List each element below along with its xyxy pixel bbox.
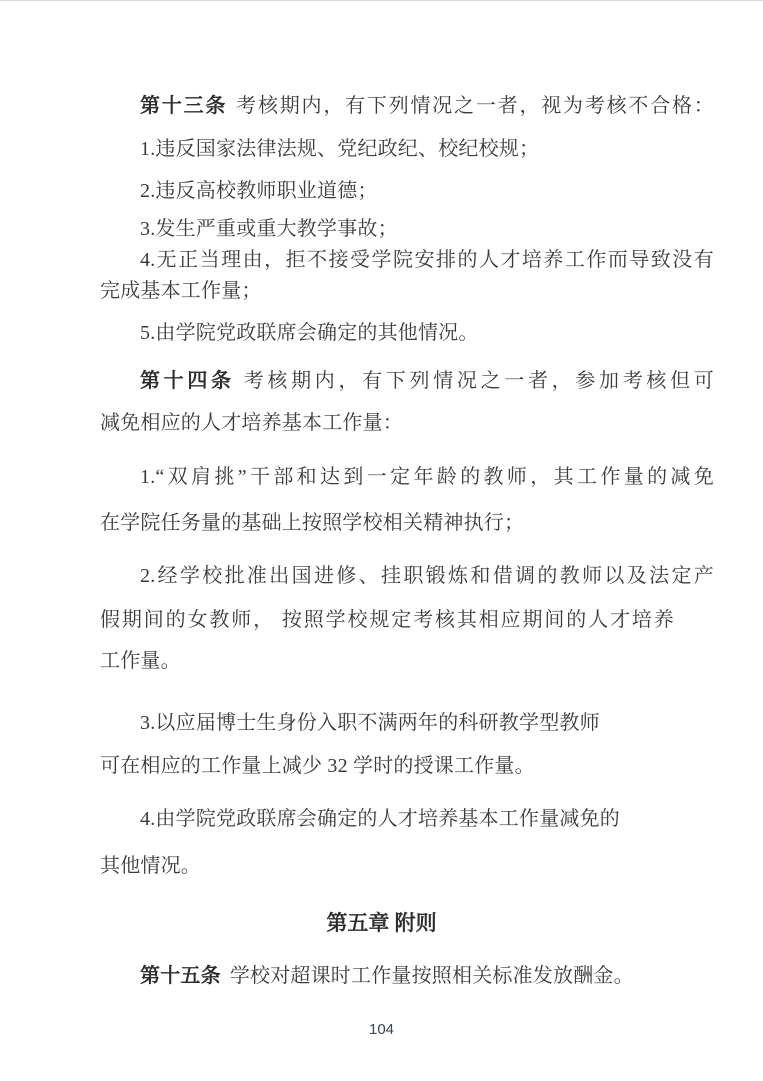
article-15-heading-line: [100, 962, 714, 990]
article-14-item-3-line-2: [100, 752, 674, 780]
article-14-number-label: 第十四条: [140, 370, 235, 392]
article-13-number-label: 第十三条: [140, 95, 228, 117]
text-line: 其他情况。: [100, 855, 201, 877]
article-14-item-1-line-1: [100, 463, 714, 491]
text-line: 减免相应的人才培养基本工作量：: [100, 412, 403, 434]
article-13-item-4-line-2: [100, 277, 674, 305]
article-14-heading-line: [100, 367, 714, 395]
article-14-item-2-line-3: [100, 647, 674, 675]
article-14-item-2-line-1: [100, 562, 714, 590]
chapter-5-heading: 第五章 附则: [326, 911, 437, 935]
text-line: 3.发生严重或重大教学事故；: [140, 218, 398, 240]
text-line: 完成基本工作量；: [100, 280, 262, 302]
article-14-intro-line-2: [100, 409, 674, 437]
text-line: 2.经学校批准出国进修、挂职锻炼和借调的教师以及法定产: [140, 565, 714, 587]
article-14-item-4-line-1: [100, 805, 714, 833]
article-14-intro-text: 考核期内，有下列情况之一者，参加考核但可: [243, 370, 714, 392]
article-13-item-4-line-1: [100, 246, 714, 274]
text-line: 假期间的女教师， 按照学校规定考核其相应期间的人才培养: [100, 609, 674, 631]
article-14-item-1-line-2: [100, 509, 674, 537]
text-line: 2.违反高校教师职业道德；: [140, 180, 378, 202]
article-13-item-1: [100, 135, 714, 163]
article-14-item-2-line-2: [100, 606, 674, 634]
article-13-item-5: [100, 319, 714, 347]
text-line: 4.无正当理由，拒不接受学院安排的人才培养工作而导致没有: [140, 249, 714, 271]
text-line: 5.由学院党政联席会确定的其他情况。: [140, 322, 479, 344]
article-13-intro-text: 考核期内，有下列情况之一者，视为考核不合格：: [236, 95, 714, 117]
text-line: 3.以应届博士生身份入职不满两年的科研教学型教师: [140, 712, 600, 734]
article-13-item-3: [100, 215, 714, 243]
text-line: 4.由学院党政联席会确定的人才培养基本工作量减免的: [140, 808, 620, 830]
text-line: 可在相应的工作量上减少 32 学时的授课工作量。: [100, 755, 535, 777]
article-13-heading-line: [100, 92, 714, 120]
article-15-text: 学校对超课时工作量按照相关标准发放酬金。: [229, 965, 634, 987]
text-line: 1.“双肩挑”干部和达到一定年龄的教师，其工作量的减免: [140, 466, 714, 488]
page-number: 104: [368, 1021, 395, 1038]
text-line: 在学院任务量的基础上按照学校相关精神执行；: [100, 512, 525, 534]
article-15-number-label: 第十五条: [140, 965, 221, 987]
article-14-item-4-line-2: [100, 852, 674, 880]
article-13-item-2: [100, 177, 714, 205]
article-14-item-3-line-1: [100, 709, 714, 737]
text-line: 1.违反国家法律法规、党纪政纪、校纪校规；: [140, 138, 540, 160]
text-line: 工作量。: [100, 650, 181, 672]
